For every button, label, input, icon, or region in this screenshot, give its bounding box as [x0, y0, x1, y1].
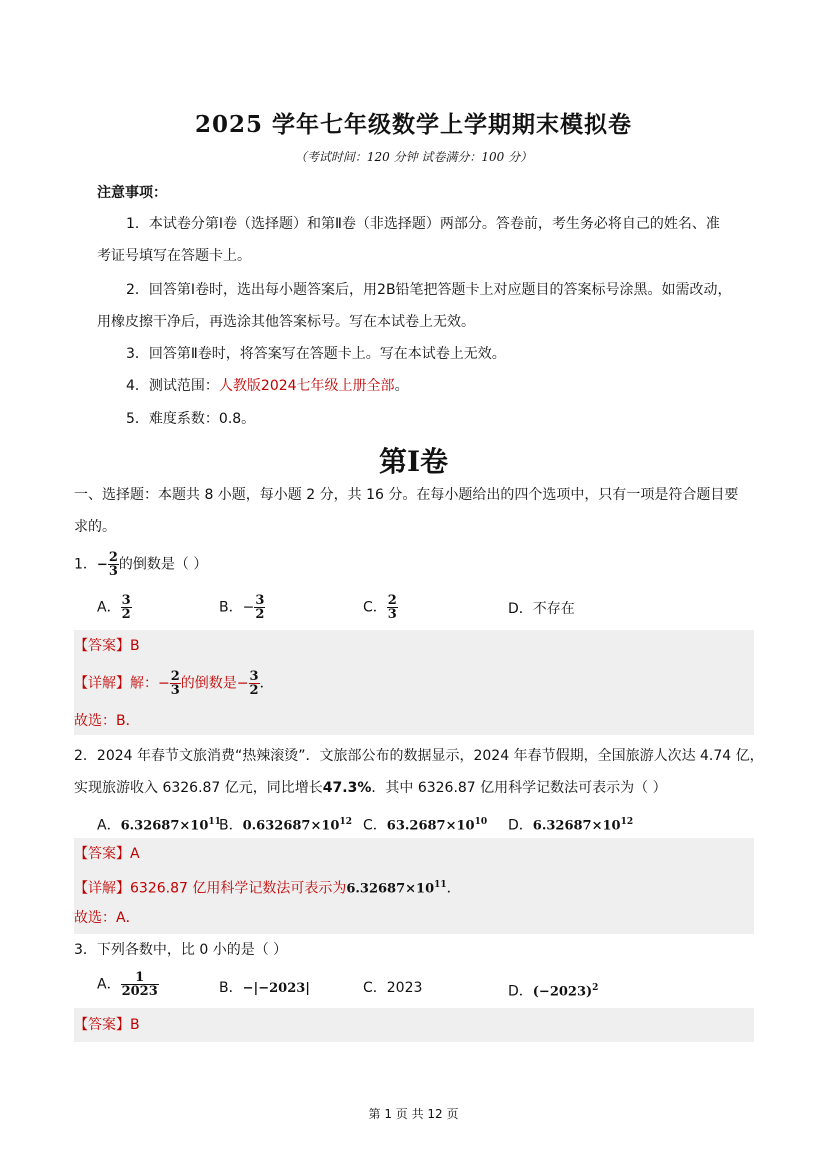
question-3-option-a	[97, 971, 159, 998]
fraction	[249, 670, 260, 697]
page-title: 2025 学年七年级数学上学期期末模拟卷	[194, 111, 633, 138]
question-2-option-d	[508, 812, 633, 837]
question-1-stem	[74, 551, 207, 578]
denominator: 3	[387, 607, 397, 622]
numerator: 1	[121, 971, 159, 985]
question-2-answer-box	[74, 838, 754, 934]
question-number: 1．	[74, 556, 97, 573]
exam-info: （考试时间：120 分钟 试卷满分：100 分）	[294, 150, 533, 164]
answer-line	[74, 636, 140, 656]
math-base: 6.32687×10	[120, 818, 209, 834]
notice-item-2-line-2: 用橡皮擦干净后，再选涂其他答案标号。写在本试卷上无效。	[97, 314, 475, 330]
notice-item-3: 3．回答第Ⅱ卷时，将答案写在答题卡上。写在本试卷上无效。	[126, 346, 506, 362]
numerator: 2	[108, 550, 118, 565]
math-exponent: 11	[434, 880, 447, 890]
option-label: A．	[97, 976, 121, 993]
answer-line	[74, 1015, 140, 1035]
denominator: 2	[255, 607, 265, 622]
numerator: 3	[121, 593, 131, 608]
section-instructions-line-1: 一、选择题：本题共 8 小题，每小题 2 分，共 16 分。在每小题给出的四个选项中，只有一项是符合题目要	[74, 487, 739, 503]
answer-value: A	[130, 846, 140, 862]
choose-line: 故选：B．	[74, 713, 140, 729]
answer-value: B	[130, 1017, 140, 1033]
percent-value: 47.3%	[322, 780, 372, 796]
option-label: A．	[97, 817, 121, 834]
notice-heading: 注意事项：	[97, 185, 167, 201]
math-base: 6.32687×10	[346, 881, 435, 897]
math-base: 6.32687×10	[532, 818, 621, 834]
question-2-option-c	[363, 812, 487, 837]
numerator: 3	[255, 593, 265, 608]
part-1-title: 第Ⅰ卷	[378, 445, 449, 478]
page-number: 第 1 页 共 12 页	[368, 1107, 459, 1121]
fraction	[254, 594, 265, 621]
question-1-answer-box	[74, 630, 754, 735]
question-2-line-2	[74, 778, 667, 798]
question-2-line-1: 2．2024 年春节文旅消费“热辣滚烫”．文旅部公布的数据显示，2024 年春节假期，全国旅游人次达 4.74 亿，	[74, 748, 764, 764]
math-exponent: 11	[208, 817, 221, 827]
numerator: 3	[249, 669, 259, 684]
section-instructions-line-2: 求的。	[74, 519, 116, 535]
detail-end: ．	[259, 675, 274, 692]
notice-item-4	[126, 376, 409, 396]
answer-tag: 【答案】	[74, 846, 130, 862]
question-3-option-c: C．2023	[363, 980, 423, 996]
option-label: C．	[363, 599, 387, 616]
answer-tag: 【答案】	[74, 638, 130, 654]
question-3-answer-box	[74, 1008, 754, 1042]
math-base: (−2023)	[532, 984, 593, 1000]
question-3-stem: 3．下列各数中，比 0 小的是（ ）	[74, 942, 288, 958]
option-label: B．	[219, 980, 243, 996]
question-3-option-d	[508, 978, 598, 1003]
detail-line	[74, 875, 461, 900]
math-exponent: 12	[339, 817, 352, 827]
option-label: B．	[219, 817, 243, 834]
notice-item-4-prefix: 4．测试范围：	[126, 378, 219, 394]
denominator: 2	[121, 607, 131, 622]
math-base: 63.2687×10	[386, 818, 475, 834]
fraction	[387, 594, 398, 621]
numerator: 2	[170, 669, 180, 684]
detail-tag: 【详解】	[74, 675, 130, 692]
notice-item-4-scope: 人教版2024七年级上册全部	[218, 378, 395, 394]
denominator: 3	[170, 683, 180, 698]
option-label: C．	[363, 817, 387, 834]
fraction	[108, 551, 119, 578]
stem-text: 的倒数是（ ）	[118, 556, 208, 573]
minus-sign: −	[96, 557, 108, 573]
math-exponent: 2	[592, 983, 599, 993]
detail-end: ．	[446, 880, 461, 897]
question-2-option-b	[219, 812, 352, 837]
stem-text: ．其中 6326.87 亿用科学记数法可表示为（ ）	[371, 780, 667, 796]
question-1-option-c	[363, 594, 398, 621]
notice-item-1-line-2: 考证号填写在答题卡上。	[97, 248, 251, 264]
option-label: D．	[508, 817, 533, 834]
question-2-option-a	[97, 812, 221, 837]
fraction	[121, 971, 159, 998]
notice-item-2-line-1: 2．回答第Ⅰ卷时，选出每小题答案后，用2B铅笔把答题卡上对应题目的答案标号涂黑。如需改动，	[126, 282, 732, 298]
denominator: 3	[108, 564, 118, 579]
option-label: A．	[97, 599, 121, 616]
notice-item-1-line-1: 1．本试卷分第Ⅰ卷（选择题）和第Ⅱ卷（非选择题）两部分。答卷前，考生务必将自己的姓名、准	[126, 216, 720, 232]
option-label: D．	[508, 983, 533, 1000]
answer-value: B	[130, 638, 140, 654]
question-1-option-b	[219, 594, 265, 621]
notice-item-5: 5．难度系数：0.8。	[126, 411, 256, 427]
fraction	[121, 594, 132, 621]
detail-mid: 的倒数是−	[180, 675, 249, 692]
option-label: B．−	[219, 599, 255, 616]
answer-tag: 【答案】	[74, 1017, 130, 1033]
question-3-option-b	[219, 978, 310, 999]
choose-line: 故选：A．	[74, 910, 140, 926]
answer-line	[74, 844, 140, 864]
question-1-option-d: D．不存在	[508, 601, 575, 617]
detail-line	[74, 670, 274, 697]
math-exponent: 10	[474, 817, 488, 827]
denominator: 2023	[121, 984, 158, 999]
fraction	[170, 670, 181, 697]
math-expression: −|−2023|	[242, 981, 311, 996]
stem-text: 实现旅游收入 6326.87 亿元，同比增长	[74, 780, 323, 796]
detail-text: 6326.87 亿用科学记数法可表示为	[130, 880, 347, 897]
math-exponent: 12	[620, 817, 634, 827]
numerator: 2	[387, 593, 397, 608]
detail-tag: 【详解】	[74, 880, 130, 897]
denominator: 2	[249, 683, 259, 698]
math-base: 0.632687×10	[242, 818, 340, 834]
notice-item-4-suffix: 。	[394, 378, 409, 394]
detail-prefix: 解：−	[130, 675, 170, 692]
question-1-option-a	[97, 594, 132, 621]
